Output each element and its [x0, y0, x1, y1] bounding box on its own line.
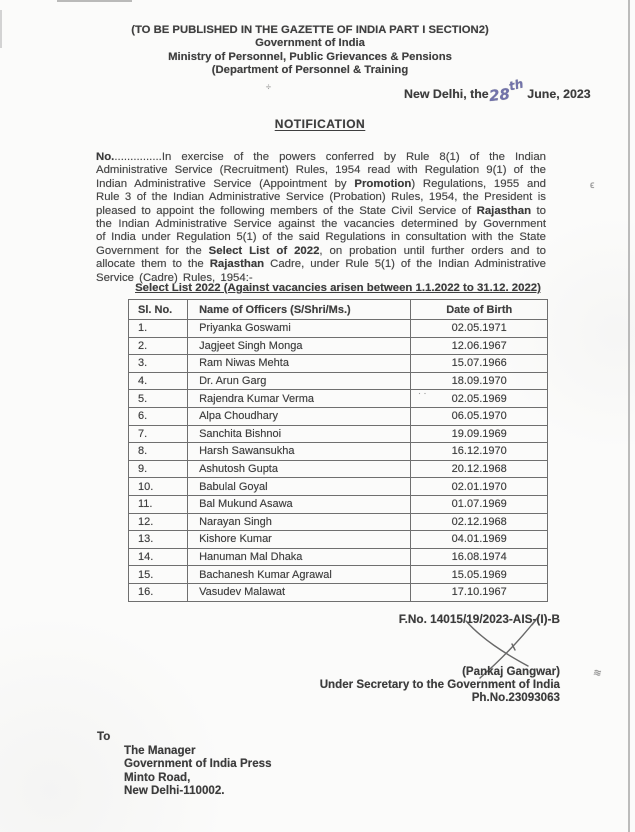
- sl-cell: 9.: [129, 460, 188, 478]
- sl-cell: 13.: [129, 531, 188, 549]
- sl-cell: 3.: [129, 355, 188, 373]
- table-row: [129, 531, 548, 549]
- dob-cell: 02.01.1970: [411, 478, 548, 496]
- scan-artifact: [57, 0, 132, 2]
- dob-cell: 04.01.1969: [411, 531, 548, 549]
- name-cell: Kishore Kumar: [188, 531, 411, 549]
- table-row: [129, 548, 548, 566]
- address-line: New Delhi-110002.: [124, 784, 225, 798]
- signatory-name: (Pankaj Gangwar): [462, 665, 560, 678]
- officers-table-body: [129, 320, 548, 602]
- officers-table: [128, 299, 548, 602]
- handwritten-day: 28: [487, 84, 511, 106]
- table-row: [129, 407, 548, 425]
- dob-cell: 18.09.1970: [411, 372, 548, 390]
- table-header-row: [129, 300, 548, 320]
- col-header-name: Name of Officers (S/Shri/Ms.): [188, 300, 411, 320]
- document-header: [40, 24, 580, 78]
- signatory-phone: Ph.No.23093063: [471, 691, 560, 705]
- name-cell: Ashutosh Gupta: [188, 460, 411, 478]
- table-row: [129, 566, 548, 584]
- government-line: Government of India: [255, 37, 365, 50]
- name-cell: Sanchita Bishnoi: [188, 425, 411, 443]
- name-cell: Bachanesh Kumar Agrawal: [188, 566, 411, 584]
- notification-paragraph: No................In exercise of the powers conferred by Rule 8(1) of the Indian Administrative Service (Recruitment) Rules, 1954 read with Regulation 9(1) of the Indian Administrative Service (Appointment by Promotion) Regulations, 1955 and Rule 3 of the Indian Administrative Service (Probation) Rules, 1954, the President is pleased to appoint the following members of the State Civil Service of Rajasthan to the Indian Administrative Service against the vacancies determined by Government of India under Regulation 5(1) of the said Regulations in consultation with the State Government for the Select List of 2022, on probation until further orders and to allocate them to the Rajasthan Cadre, under Rule 5(1) of the Indian Administrative Service (Cadre) Rules, 1954:-: [96, 151, 546, 284]
- dob-cell: 02.12.1968: [411, 513, 548, 531]
- promotion-bold: Promotion: [354, 177, 412, 190]
- department-line: (Department of Personnel & Training: [211, 64, 409, 77]
- name-cell: Rajendra Kumar Verma: [188, 390, 411, 408]
- sl-cell: 14.: [129, 548, 188, 566]
- dob-cell: 15.05.1969: [411, 566, 548, 584]
- dob-cell: 15.07.1966: [411, 355, 548, 373]
- select-list-heading: Select List 2022 (Against vacancies arisen between 1.1.2022 to 31.12. 2022): [135, 282, 541, 294]
- sl-cell: 5.: [129, 390, 188, 408]
- dob-cell: 19.09.1969: [411, 425, 548, 443]
- address-line: Government of India Press: [124, 757, 272, 771]
- dob-cell: 20.12.1968: [411, 460, 548, 478]
- name-cell: Harsh Sawansukha: [188, 443, 411, 461]
- name-cell: Priyanka Goswami: [188, 320, 411, 338]
- address-line: Minto Road,: [124, 770, 191, 784]
- to-label: To: [97, 730, 111, 743]
- notification-title: NOTIFICATION: [274, 117, 366, 131]
- select-list-bold: Select List of 2022: [208, 244, 320, 257]
- date-prefix: New Delhi, the: [404, 87, 489, 101]
- table-row: [129, 390, 548, 408]
- sl-cell: 2.: [129, 337, 188, 355]
- sl-cell: 4.: [129, 372, 188, 390]
- table-row: [129, 425, 548, 443]
- sl-cell: 8.: [129, 443, 188, 461]
- sl-cell: 10.: [129, 478, 188, 496]
- dob-cell: 16.08.1974: [411, 548, 548, 566]
- dob-cell: 02.05.1969: [411, 390, 548, 408]
- name-cell: Ram Niwas Mehta: [188, 355, 411, 373]
- sl-cell: 7.: [129, 425, 188, 443]
- pen-mark: ϵ: [590, 180, 595, 191]
- name-cell: Dr. Arun Garg: [188, 372, 411, 390]
- file-number: F.No. 14015/19/2023-AIS-(I)-B: [398, 612, 560, 626]
- col-header-dob: Date of Birth: [411, 300, 548, 320]
- sl-cell: 15.: [129, 566, 188, 584]
- dob-cell: 12.06.1967: [411, 337, 548, 355]
- sl-cell: 6.: [129, 407, 188, 425]
- name-cell: Hanuman Mal Dhaka: [188, 548, 411, 566]
- sl-cell: 11.: [129, 495, 188, 513]
- sl-cell: 16.: [129, 583, 188, 601]
- pen-mark: ≋: [591, 667, 603, 680]
- dob-cell: 06.05.1970: [411, 407, 548, 425]
- table-row: [129, 513, 548, 531]
- rajasthan-bold: Rajasthan: [476, 204, 532, 217]
- signature-block: [0, 665, 560, 705]
- dob-cell: 16.12.1970: [411, 443, 548, 461]
- table-row: [129, 372, 548, 390]
- sl-cell: 12.: [129, 513, 188, 531]
- place-date-line: [404, 76, 591, 106]
- name-cell: Vasudev Malawat: [188, 583, 411, 601]
- name-cell: Bal Mukund Asawa: [188, 495, 411, 513]
- dob-cell: 01.07.1969: [411, 495, 548, 513]
- dob-cell: 02.05.1971: [411, 320, 548, 338]
- address-line: The Manager: [124, 744, 196, 757]
- handwritten-day-suffix: th: [507, 76, 525, 94]
- signatory-title: Under Secretary to the Government of India: [319, 678, 560, 692]
- scan-artifact: [0, 10, 2, 48]
- table-row: [129, 443, 548, 461]
- rajasthan-bold: Rajasthan: [209, 258, 265, 271]
- table-row: [129, 320, 548, 338]
- name-cell: Babulal Goyal: [188, 478, 411, 496]
- date-rest: June, 2023: [527, 87, 591, 101]
- name-cell: Jagjeet Singh Monga: [188, 337, 411, 355]
- table-row: [129, 337, 548, 355]
- table-row: [129, 478, 548, 496]
- gazette-line: (TO BE PUBLISHED IN THE GAZETTE OF INDIA PART I SECTION2): [131, 24, 489, 36]
- ministry-line: Ministry of Personnel, Public Grievances & Pensions: [168, 50, 452, 63]
- name-cell: Narayan Singh: [188, 513, 411, 531]
- table-row: [129, 495, 548, 513]
- col-header-sl-no: Sl. No.: [129, 300, 188, 320]
- no-label: No.: [96, 151, 115, 163]
- stray-mark: ÷: [266, 82, 271, 92]
- table-row: [129, 355, 548, 373]
- dob-cell: 17.10.1967: [411, 583, 548, 601]
- dotted-blank: ...............: [114, 151, 162, 163]
- addressee-block: [124, 744, 272, 798]
- name-cell: Alpa Choudhary: [188, 407, 411, 425]
- table-row: [129, 460, 548, 478]
- sl-cell: 1.: [129, 320, 188, 338]
- pen-mark: · ·: [418, 388, 427, 398]
- scan-artifact: [628, 0, 630, 832]
